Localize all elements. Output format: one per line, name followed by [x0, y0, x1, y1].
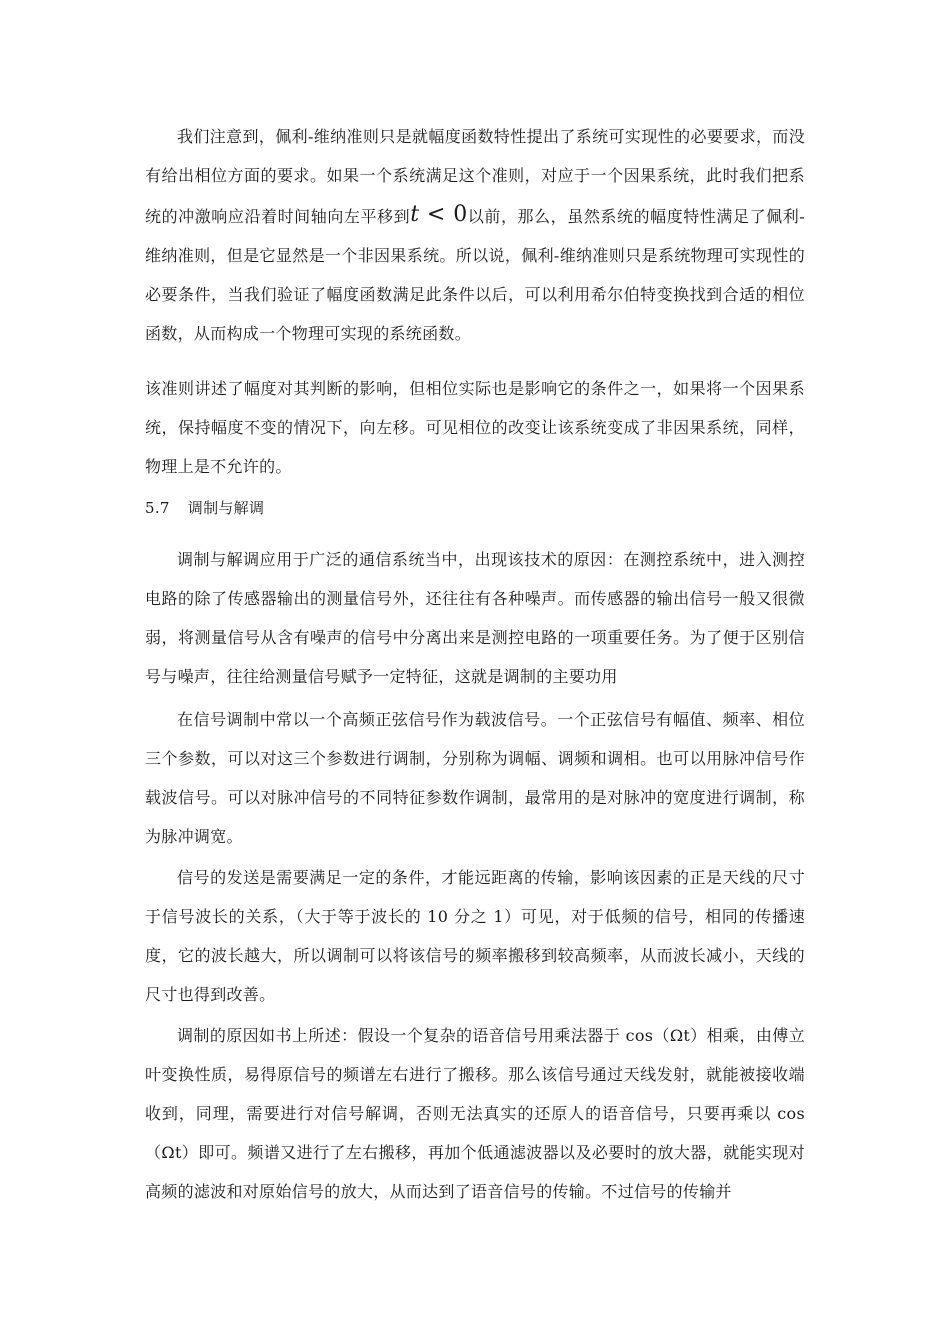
paragraph-text: 以前，那么，虽然系统的幅度特性满足了佩利-维纳准则，但是它显然是一个非因果系统。所以说，佩利-维纳准则只是系统物理可实现性的必要条件，当我们验证了幅度函数满足此条件以后，可以利用希尔伯特变换找到合适的相位函数，从而构成一个物理可实现的系统函数。 — [145, 207, 805, 343]
section-title: 调制与解调 — [187, 499, 265, 517]
section-number: 5.7 — [145, 499, 170, 517]
math-relation: < 0 — [426, 202, 468, 227]
math-variable: t — [410, 202, 420, 227]
paragraph-modulation-reason: 调制的原因如书上所述：假设一个复杂的语音信号用乘法器于 cos（Ωt）相乘，由傅立叶变换性质，易得原信号的频谱左右进行了搬移。那么该信号通过天线发射，就能被接收端收到，同理，需要进行对信号解调，否则无法真实的还原人的语音信号，只要再乘以 cos（Ωt）即可。频谱又进行了左右搬移，再加个低通滤波器以及必要时的放大器，就能实现对高频的滤波和对原始信号的放大，从而达到了语音信号的传输。不过信号的传输并 — [145, 1026, 805, 1201]
paragraph-text: 我们注意到，佩利-维纳准则只是就幅度函数特性提出了系统可实现性的必要要求，而没有给出相位方面的要求。如果一个系统满足这个准则，对应于一个因果系统，此时我们把系统的冲激响应沿着时间轴向左平移到 — [145, 127, 805, 226]
section-heading — [145, 496, 264, 520]
paragraph-antenna-size: 信号的发送是需要满足一定的条件，才能远距离的传输，影响该因素的正是天线的尺寸于信号波长的关系，（大于等于波长的 10 分之 1）可见，对于低频的信号，相同的传播速度，它的波长越大，所以调制可以将该信号的频率搬移到较高频率，从而波长减小，天线的尺寸也得到改善。 — [145, 868, 805, 1004]
inline-math-t-lt-zero — [410, 202, 467, 227]
paragraph-paley-wiener-intro — [145, 117, 805, 353]
paragraph-modulation-purpose: 调制与解调应用于广泛的通信系统当中，出现该技术的原因：在测控系统中，进入测控电路的除了传感器输出的测量信号外，还往往有各种噪声。而传感器的输出信号一般又很微弱，将测量信号从含有噪声的信号中分离出来是测控电路的一项重要任务。为了便于区别信号与噪声，往往给测量信号赋予一定特征，这就是调制的主要功用 — [145, 550, 805, 686]
paragraph-phase-effect: 该准则讲述了幅度对其判断的影响，但相位实际也是影响它的条件之一，如果将一个因果系统，保持幅度不变的情况下，向左移。可见相位的改变让该系统变成了非因果系统，同样，物理上是不允许的。 — [145, 379, 805, 476]
paragraph-carrier-signal: 在信号调制中常以一个高频正弦信号作为载波信号。一个正弦信号有幅值、频率、相位三个参数，可以对这三个参数进行调制，分别称为调幅、调频和调相。也可以用脉冲信号作载波信号。可以对脉冲信号的不同特征参数作调制，最常用的是对脉冲的宽度进行调制，称为脉冲调宽。 — [145, 710, 805, 846]
